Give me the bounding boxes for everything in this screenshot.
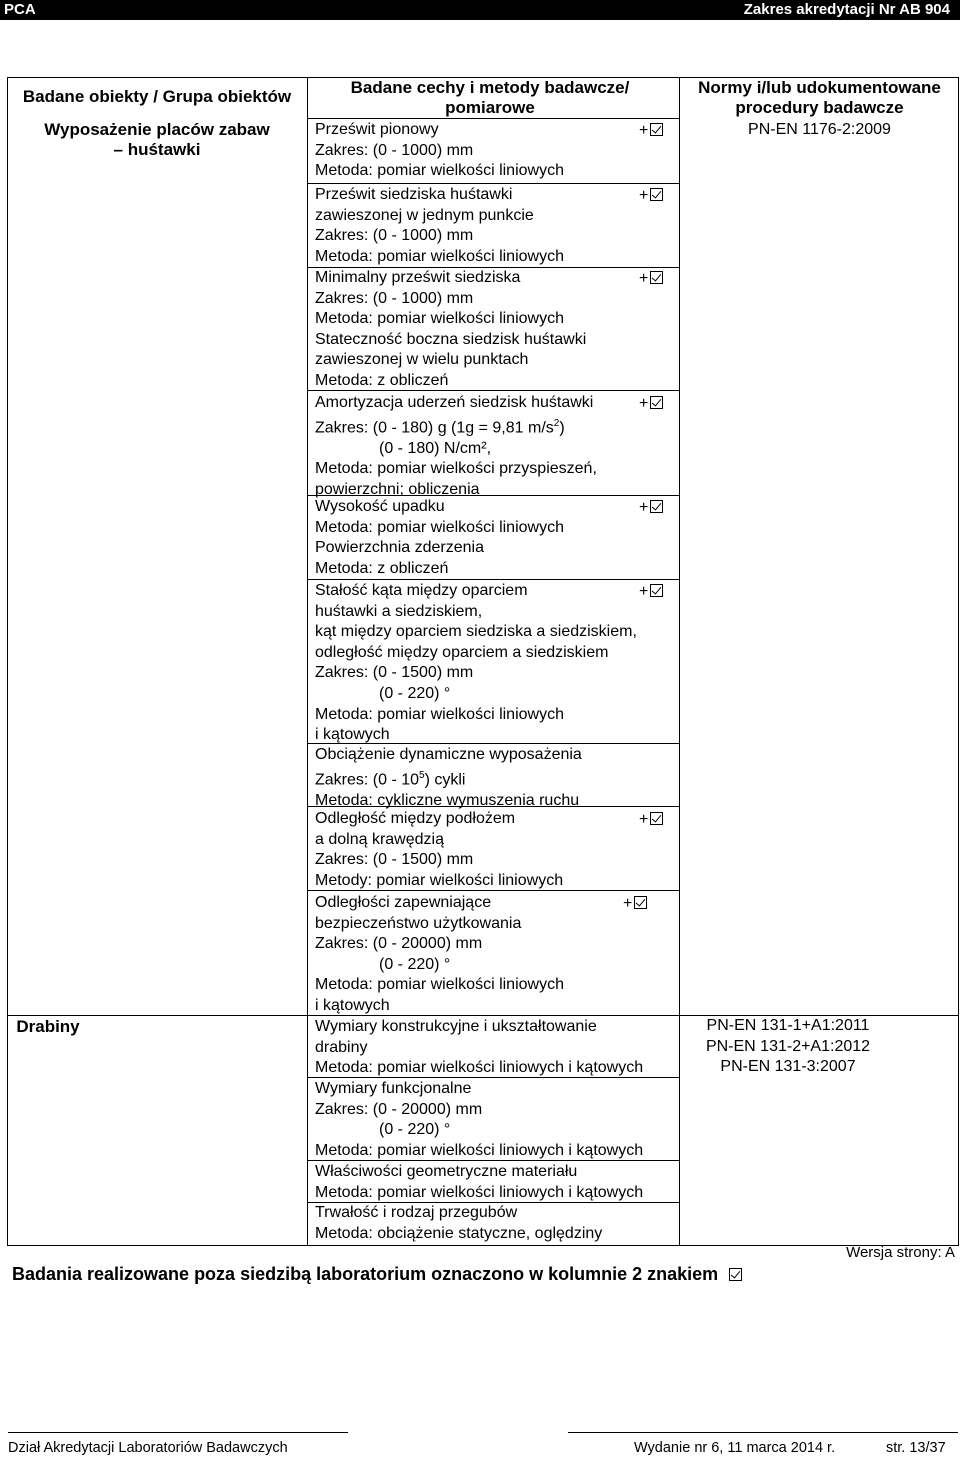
method-row-min-seat-clearance: Minimalny prześwit siedziska Zakres: (0 - 1000) mm Metoda: pomiar wielkości liniowych Stateczność boczna siedzisk huśtawki zawieszonej w wielu punktach Metoda: z obliczeń — [315, 269, 587, 389]
checkbox-checked-icon — [650, 271, 663, 284]
footer-rule-left — [8, 1432, 348, 1433]
onsite-mark: + — [623, 894, 647, 914]
checkbox-checked-icon — [729, 1268, 742, 1281]
checkbox-checked-icon — [650, 188, 663, 201]
object-group-playground-swings: Wyposażenie placów zabaw – huśtawki — [44, 120, 270, 159]
standards-ladders: PN-EN 131-1+A1:2011 PN-EN 131-2+A1:2012 PN-EN 131-3:2007 — [705, 1017, 871, 1075]
checkbox-checked-icon — [650, 500, 663, 513]
method-row-functional-dimensions: Wymiary funkcjonalne Zakres: (0 - 20000) mm (0 - 220) ° Metoda: pomiar wielkości liniowych i kątowych — [315, 1080, 644, 1159]
onsite-mark: + — [639, 582, 663, 602]
onsite-mark: + — [639, 269, 663, 289]
checkbox-checked-icon — [634, 896, 647, 909]
method-row-dynamic-load: Obciążenie dynamiczne wyposażenia Zakres: $(0 - 10^5)$ cykli Metoda: cykliczne wymuszenia ruchu — [315, 746, 582, 809]
method-row-fall-height: Wysokość upadku Metoda: pomiar wielkości liniowych Powierzchnia zderzenia Metoda: z obliczeń — [315, 498, 564, 577]
header-left: PCA — [4, 1, 36, 18]
onsite-note: Badania realizowane poza siedzibą laboratorium oznaczono w kolumnie 2 znakiem — [12, 1263, 742, 1285]
checkbox-checked-icon — [650, 123, 663, 136]
method-row-seat-clearance-single-point: Prześwit siedziska huśtawki zawieszonej w jednym punkcie Zakres: (0 - 1000) mm Metoda: pomiar wielkości liniowych — [315, 186, 564, 265]
column-header-methods: Badane cechy i metody badawcze/ pomiarowe — [350, 78, 630, 117]
method-row-ladder-dimensions: Wymiary konstrukcyjne i ukształtowanie drabiny Metoda: pomiar wielkości liniowych i kątowych — [315, 1018, 644, 1077]
checkbox-checked-icon — [650, 396, 663, 409]
method-row-vertical-clearance: Prześwit pionowy Zakres: (0 - 1000) mm Metoda: pomiar wielkości liniowych — [315, 121, 564, 180]
onsite-mark: + — [639, 394, 663, 414]
footer-org: Dział Akredytacji Laboratoriów Badawczych — [8, 1440, 288, 1456]
object-group-ladders: Drabiny — [16, 1017, 80, 1036]
onsite-mark: + — [639, 186, 663, 206]
method-row-material-geometry: Właściwości geometryczne materiału Metoda: pomiar wielkości liniowych i kątowych — [315, 1163, 644, 1201]
checkbox-checked-icon — [650, 812, 663, 825]
onsite-mark: + — [639, 121, 663, 141]
checkbox-checked-icon — [650, 584, 663, 597]
onsite-mark: + — [639, 498, 663, 518]
onsite-mark: + — [639, 810, 663, 830]
footer-page-number: str. 13/37 — [886, 1440, 946, 1456]
column-header-objects: Badane obiekty / Grupa obiektów — [22, 87, 292, 106]
method-row-impact-attenuation: Amortyzacja uderzeń siedzisk huśtawki Zakres: (0 - 180) g (1g = 9,81 $m/s^2$) (0 - 180) N/cm², Metoda: pomiar wielkości przyspieszeń, powierzchni; obliczenia — [315, 394, 597, 498]
method-row-safety-distances: Odległości zapewniające bezpieczeństwo użytkowania Zakres: (0 - 20000) mm (0 - 220) ° Metoda: pomiar wielkości liniowych i kątowych — [315, 894, 564, 1014]
header-bar — [0, 0, 960, 20]
page-version: Wersja strony: A — [846, 1244, 955, 1261]
standards-playground: PN-EN 1176-2:2009 — [748, 121, 891, 138]
footer-rule-right — [568, 1432, 958, 1433]
header-right: Zakres akredytacji Nr AB 904 — [743, 1, 950, 18]
method-row-ground-distance: Odległość między podłożem a dolną krawędzią Zakres: (0 - 1500) mm Metody: pomiar wielkości liniowych — [315, 810, 564, 889]
footer-edition: Wydanie nr 6, 11 marca 2014 r. — [634, 1440, 836, 1456]
method-row-hinges: Trwałość i rodzaj przegubów Metoda: obciążenie statyczne, oględziny — [315, 1204, 603, 1242]
column-header-standards: Normy i/lub udokumentowane procedury badawcze — [698, 78, 941, 117]
method-row-backrest-angle: Stałość kąta między oparciem huśtawki a siedziskiem, kąt między oparciem siedziska a siedziskiem, odległość między oparciem a siedziskiem Zakres: (0 - 1500) mm (0 - 220) ° Metoda: pomiar wielkości liniowych i kątowych — [315, 582, 637, 744]
